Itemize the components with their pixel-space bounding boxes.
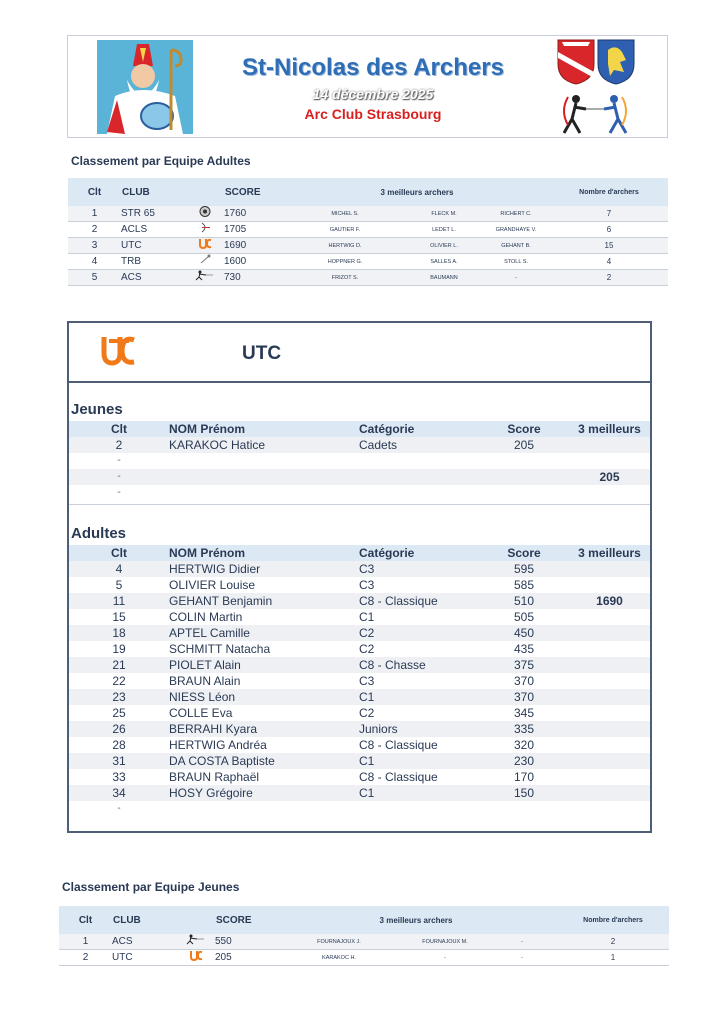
trb-logo-icon (185, 254, 224, 270)
row-score: 1690 (224, 238, 284, 254)
row-nom: APTEL Camille (169, 625, 359, 641)
row-best (569, 625, 650, 641)
row-clt: 2 (69, 437, 169, 453)
saint-nicolas-illustration (97, 40, 193, 134)
row-club: UTC (121, 238, 185, 254)
row-nom: COLLE Eva (169, 706, 233, 720)
col-club: CLUB (112, 906, 176, 934)
col-best: 3 meilleurs archers (284, 178, 550, 206)
table-row (68, 270, 668, 286)
row-archer-2: SALLES A. (406, 254, 482, 270)
table-header-row (69, 545, 650, 561)
row-clt: 34 (69, 785, 169, 801)
row-cat: C1 (359, 785, 479, 801)
col-logo (185, 178, 224, 206)
row-archer-3: - (487, 934, 557, 950)
row-score: 370 (479, 689, 569, 705)
col-count: Nombre d'archers (557, 906, 669, 934)
table-row (68, 222, 668, 238)
row-count: 15 (550, 238, 668, 254)
row-cat: C8 - Classique (359, 770, 438, 784)
row-archer-3: RICHERT C. (482, 206, 550, 222)
row-archer-3: STOLL S. (482, 254, 550, 270)
row-clt: 2 (68, 222, 121, 238)
row-cat: C2 (359, 642, 375, 656)
alsace-crest-icon (556, 38, 596, 86)
row-score: 320 (513, 738, 535, 752)
table-header-row (69, 421, 650, 437)
row-score: 230 (479, 753, 569, 769)
row-cat (359, 801, 479, 817)
table-row (69, 737, 650, 753)
utc-logo-icon (185, 238, 224, 254)
divider (69, 504, 650, 505)
table-header-row (59, 906, 669, 934)
table-row (69, 437, 650, 453)
event-date: 14 décembre 2025 (312, 86, 434, 102)
table-row (69, 769, 650, 785)
table-row (69, 625, 650, 641)
col-cat: Catégorie (359, 421, 479, 437)
row-cat (359, 485, 479, 501)
row-nom: BRAUN Raphaël (169, 770, 260, 784)
row-clt: 33 (112, 770, 126, 784)
row-best: 1690 (569, 593, 650, 609)
utc-logo-icon (176, 950, 215, 966)
table-header-row (68, 178, 668, 206)
jeunes-table (69, 421, 650, 501)
row-archer-1: GAUTIER F. (284, 222, 406, 238)
col-logo (176, 906, 215, 934)
row-clt: 5 (115, 578, 123, 592)
row-clt: 31 (69, 753, 169, 769)
col-score: Score (479, 545, 569, 561)
row-clt: 3 (68, 238, 121, 254)
row-cat: C3 (359, 561, 479, 577)
table-row (69, 593, 650, 609)
col-nom: NOM Prénom (169, 545, 359, 561)
row-best (569, 753, 650, 769)
table-row (68, 206, 668, 222)
row-score (479, 485, 569, 501)
row-cat: C1 (359, 753, 479, 769)
row-clt: 15 (112, 610, 126, 624)
row-count: 1 (557, 950, 669, 966)
table-row (69, 641, 650, 657)
row-clt: 2 (59, 950, 112, 966)
row-best (569, 785, 650, 801)
table-row (69, 561, 650, 577)
row-cat: C3 (359, 674, 375, 688)
row-best (569, 485, 650, 501)
row-nom: NIESS Léon (169, 689, 359, 705)
row-cat: C8 - Chasse (359, 657, 479, 673)
row-clt: - (117, 803, 121, 814)
row-best (569, 437, 650, 453)
row-clt: 4 (69, 561, 169, 577)
row-count: 2 (550, 270, 668, 286)
row-best (569, 657, 650, 673)
row-best (569, 705, 650, 721)
youth-teams-table (59, 906, 669, 966)
row-score: 450 (479, 625, 569, 641)
acs-logo-icon (176, 934, 215, 950)
col-clt: Clt (69, 545, 169, 561)
row-clt: 26 (69, 721, 169, 737)
col-best: 3 meilleurs (569, 421, 650, 437)
row-clt: 22 (112, 674, 126, 688)
row-archer-2: BAUMANN (406, 270, 482, 286)
event-title: St-Nicolas des Archers (242, 54, 504, 81)
row-score: 505 (513, 610, 535, 624)
row-score: 595 (479, 561, 569, 577)
col-score: Score (479, 421, 569, 437)
col-count: Nombre d'archers (550, 178, 668, 206)
adultes-title: Adultes (71, 525, 127, 542)
row-cat: C8 - Classique (359, 593, 479, 609)
table-row (69, 785, 650, 801)
row-best (569, 641, 650, 657)
row-archer-1: HERTWIG D. (284, 238, 406, 254)
row-nom: HERTWIG Andréa (169, 738, 267, 752)
row-best (569, 801, 650, 817)
row-cat: Cadets (359, 437, 479, 453)
row-nom: COLIN Martin (169, 610, 243, 624)
row-archer-3: GEHANT B. (482, 238, 550, 254)
table-row (69, 485, 650, 501)
row-score: 510 (479, 593, 569, 609)
adult-teams-table (68, 178, 668, 286)
row-best (569, 453, 650, 469)
row-best (569, 769, 650, 785)
table-row (69, 673, 650, 689)
row-best (569, 561, 650, 577)
row-nom: KARAKOC Hatice (169, 437, 359, 453)
row-cat: C3 (359, 578, 375, 592)
table-row (59, 950, 669, 966)
row-nom: SCHMITT Natacha (169, 642, 271, 656)
lorraine-crest-icon (596, 38, 636, 86)
row-archer-3: - (482, 270, 550, 286)
row-count: 6 (550, 222, 668, 238)
row-best (569, 673, 650, 689)
row-club: TRB (121, 254, 185, 270)
event-banner (67, 35, 668, 138)
row-clt: - (117, 455, 121, 466)
row-archer-3: GRANDHAYE V. (482, 222, 550, 238)
row-club: ACS (121, 270, 185, 286)
col-score: SCORE (224, 178, 284, 206)
table-row (68, 254, 668, 270)
row-archer-1: HOPPNER G. (284, 254, 406, 270)
row-clt: 25 (112, 706, 126, 720)
table-row (69, 469, 650, 485)
table-row (69, 609, 650, 625)
row-score (479, 801, 569, 817)
acs-logo-icon (185, 270, 224, 286)
row-score (479, 453, 569, 469)
row-clt: 1 (59, 934, 112, 950)
row-best (569, 737, 650, 753)
row-score: 1760 (224, 206, 284, 222)
table-row (69, 705, 650, 721)
row-clt: 23 (69, 689, 169, 705)
col-clt: Clt (68, 178, 121, 206)
col-clt: Clt (69, 421, 169, 437)
table-row (69, 657, 650, 673)
col-best: 3 meilleurs archers (275, 906, 557, 934)
table-row (69, 577, 650, 593)
table-row (59, 934, 669, 950)
row-score: 205 (215, 950, 275, 966)
row-cat: C2 (359, 625, 479, 641)
row-score: 1705 (224, 222, 284, 238)
row-score: 370 (513, 674, 535, 688)
jeunes-title: Jeunes (71, 401, 123, 418)
row-best (569, 609, 650, 625)
adultes-table (69, 545, 650, 817)
row-archer-2: - (403, 950, 487, 966)
row-cat: C1 (359, 610, 375, 624)
utc-club-name: UTC (242, 343, 282, 364)
row-nom (169, 469, 359, 485)
utc-club-logo-icon (101, 335, 135, 372)
col-cat: Catégorie (359, 545, 479, 561)
acls-logo-icon (185, 222, 224, 238)
col-best: 3 meilleurs (569, 545, 650, 561)
row-cat: C8 - Classique (359, 738, 438, 752)
row-club: ACS (112, 934, 176, 950)
row-archer-2: FLECK M. (406, 206, 482, 222)
row-nom (169, 801, 359, 817)
str65-logo-icon (185, 206, 224, 222)
row-count: 2 (557, 934, 669, 950)
adult-teams-title: Classement par Equipe Adultes (71, 154, 251, 168)
row-nom (169, 485, 359, 501)
row-clt: 18 (69, 625, 169, 641)
youth-teams-title: Classement par Equipe Jeunes (62, 880, 240, 894)
archers-logo-icon (558, 91, 634, 135)
event-club: Arc Club Strasbourg (304, 106, 442, 122)
row-score: 375 (479, 657, 569, 673)
row-nom: PIOLET Alain (169, 657, 359, 673)
row-score: 1600 (224, 254, 284, 270)
table-row (68, 238, 668, 254)
table-row (69, 753, 650, 769)
row-score (479, 469, 569, 485)
row-clt: 11 (69, 593, 169, 609)
row-clt: 21 (69, 657, 169, 673)
row-archer-1: KARAKOC H. (275, 950, 403, 966)
row-nom: BRAUN Alain (169, 674, 241, 688)
row-best (569, 721, 650, 737)
row-archer-1: FOURNAJOUX J. (275, 934, 403, 950)
row-cat: Juniors (359, 721, 479, 737)
col-clt: Clt (59, 906, 112, 934)
row-score: 205 (479, 437, 569, 453)
col-club: CLUB (121, 178, 185, 206)
row-best (569, 689, 650, 705)
row-club: ACLS (121, 222, 185, 238)
col-score: SCORE (215, 906, 275, 934)
row-club: STR 65 (121, 206, 185, 222)
row-score: 335 (479, 721, 569, 737)
row-score: 170 (513, 770, 535, 784)
row-archer-1: FRIZOT S. (284, 270, 406, 286)
row-score: 435 (513, 642, 535, 656)
table-row (69, 689, 650, 705)
row-nom: OLIVIER Louise (169, 578, 256, 592)
row-count: 7 (550, 206, 668, 222)
row-clt: 4 (68, 254, 121, 270)
row-best (569, 577, 650, 593)
row-nom: DA COSTA Baptiste (169, 753, 359, 769)
row-score: 345 (513, 706, 535, 720)
utc-panel-header (69, 323, 650, 383)
row-score: 150 (479, 785, 569, 801)
row-cat (359, 453, 479, 469)
row-score: 550 (215, 934, 275, 950)
table-row (69, 453, 650, 469)
row-cat: C2 (359, 706, 375, 720)
row-clt: 5 (68, 270, 121, 286)
row-archer-2: LEDET L. (406, 222, 482, 238)
row-nom: GEHANT Benjamin (169, 593, 359, 609)
row-clt: 19 (112, 642, 126, 656)
row-score: 730 (224, 270, 284, 286)
row-archer-1: MICHEL S. (284, 206, 406, 222)
row-nom: HERTWIG Didier (169, 561, 359, 577)
row-archer-3: - (487, 950, 557, 966)
row-nom (169, 453, 359, 469)
table-row (69, 721, 650, 737)
row-clt: - (117, 487, 121, 498)
row-count: 4 (550, 254, 668, 270)
row-score: 585 (513, 578, 535, 592)
utc-detail-panel (67, 321, 652, 833)
row-club: UTC (112, 950, 176, 966)
row-clt: - (69, 469, 169, 485)
row-nom: BERRAHI Kyara (169, 721, 359, 737)
row-cat: C1 (359, 689, 479, 705)
row-cat (359, 469, 479, 485)
row-archer-2: FOURNAJOUX M. (403, 934, 487, 950)
row-clt: 1 (68, 206, 121, 222)
row-nom: HOSY Grégoire (169, 785, 359, 801)
col-nom: NOM Prénom (169, 421, 359, 437)
row-best: 205 (569, 469, 650, 485)
row-clt: 28 (112, 738, 126, 752)
row-archer-2: OLIVIER L. (406, 238, 482, 254)
table-row (69, 801, 650, 817)
